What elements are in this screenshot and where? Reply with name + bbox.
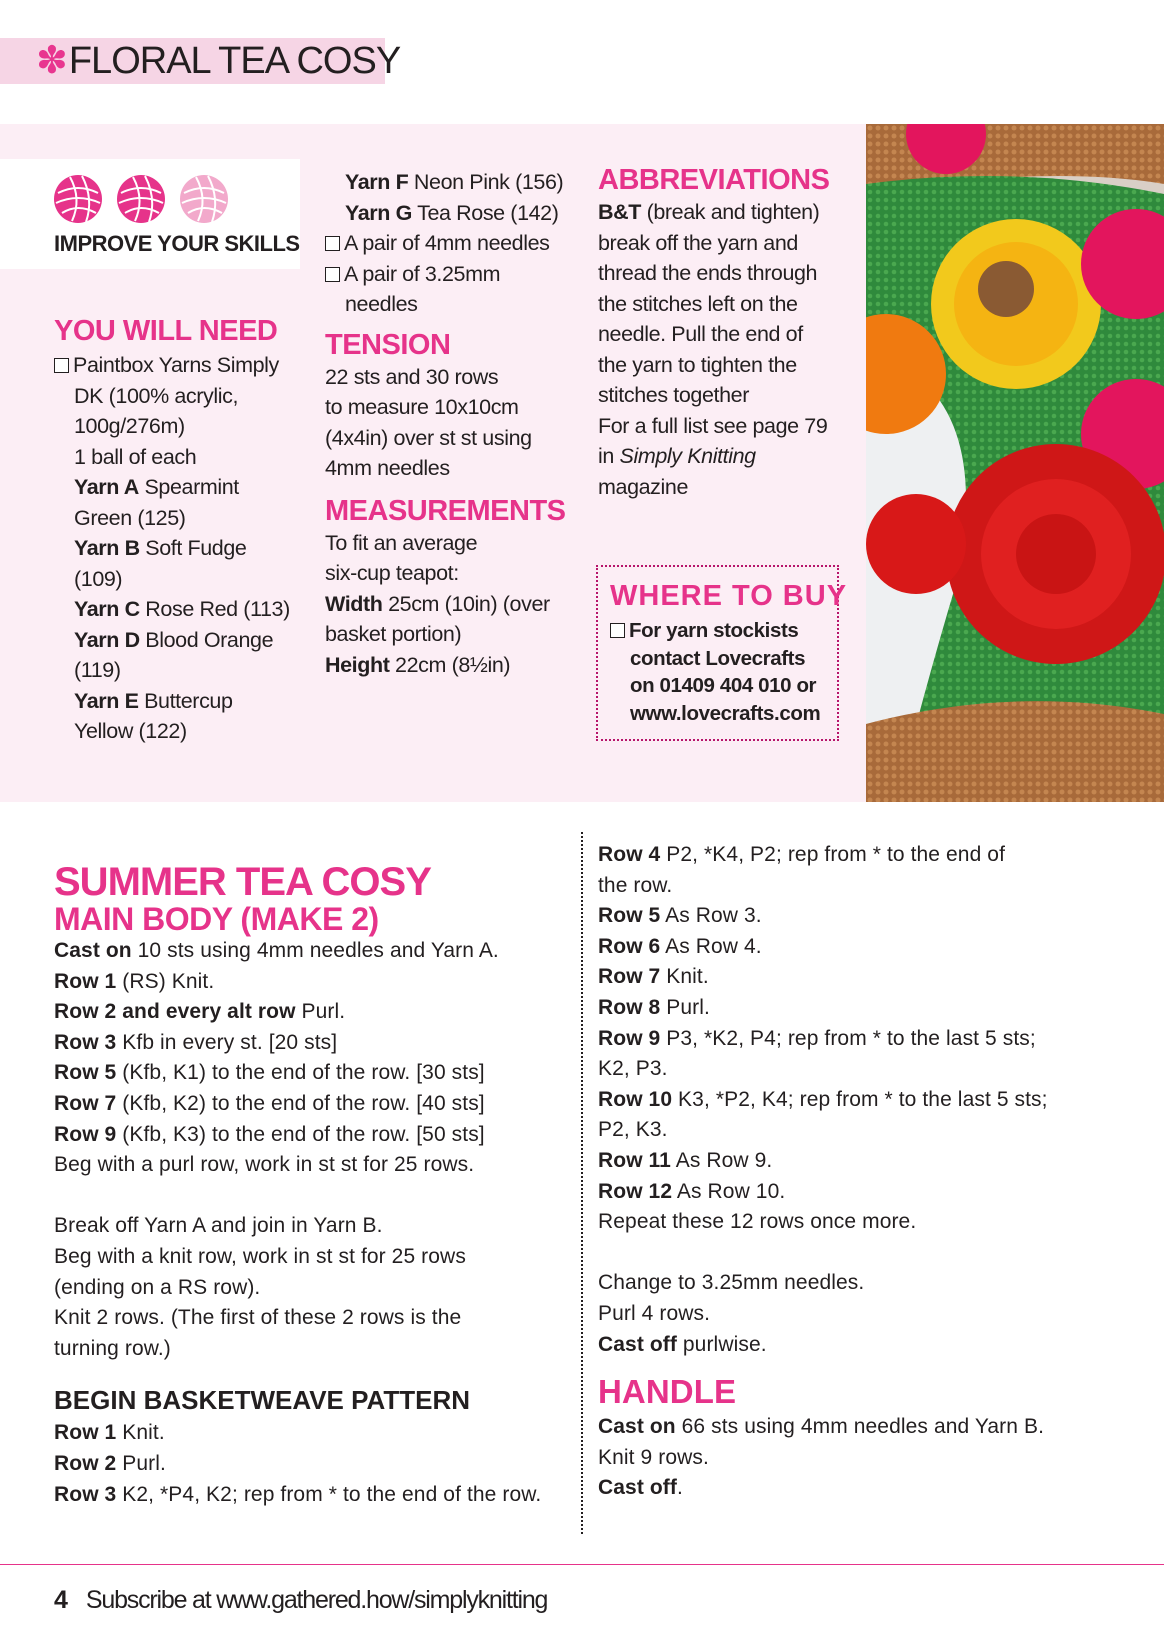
tension-text [325, 362, 566, 484]
material-line: Yarn C Rose Red (113) [74, 597, 290, 621]
instruction-line: Row 1 (RS) Knit. [54, 969, 215, 993]
instruction-line: K2, P3. [598, 1057, 668, 1081]
instruction-line: turning row.) [54, 1336, 171, 1360]
instruction-line: Knit 9 rows. [598, 1445, 709, 1469]
skills-label: IMPROVE YOUR SKILLS [54, 231, 300, 256]
you-will-need-section [54, 314, 290, 747]
tension-line: to measure 10x10cm [325, 395, 519, 419]
checkbox-icon [610, 623, 625, 638]
materials-continued [325, 167, 566, 680]
tension-line: 22 sts and 30 rows [325, 364, 499, 389]
material-line: A pair of 4mm needles [325, 228, 566, 259]
material-line: Yarn D Blood Orange [74, 627, 274, 652]
instruction-line: P2, K3. [598, 1118, 668, 1142]
instruction-line: Row 11 As Row 9. [598, 1148, 773, 1172]
main-body-heading: MAIN BODY (MAKE 2) [54, 901, 379, 937]
stockist-line: For yarn stockists [610, 617, 837, 645]
abbreviation-line: thread the ends through [598, 261, 818, 285]
instruction-line [54, 1181, 541, 1212]
instruction-line: Row 12 As Row 10. [598, 1179, 786, 1203]
instruction-line: Beg with a knit row, work in st st for 25 rows [54, 1244, 466, 1268]
material-line: (119) [74, 658, 121, 682]
column-divider [581, 832, 583, 1534]
flower-icon: ✽ [36, 40, 67, 82]
magazine-line: in Simply Knitting [598, 444, 756, 468]
instruction-line [598, 1238, 1048, 1269]
knitted-flowers-image [866, 124, 1164, 802]
material-line: 1 ball of each [74, 444, 197, 469]
measurement-line: six-cup teapot: [325, 561, 459, 585]
checkbox-icon [325, 236, 340, 251]
stockist-line: www.lovecrafts.com [630, 701, 821, 725]
instruction-line: Cast on 10 sts using 4mm needles and Yarn A. [54, 939, 499, 962]
yarn-ball-icon [178, 173, 230, 225]
magazine-line-end: magazine [598, 474, 689, 499]
tea-cosy-photo [866, 124, 1164, 802]
instruction-line: Row 7 (Kfb, K2) to the end of the row. [40 sts] [54, 1091, 485, 1115]
measurement-line: Height 22cm (8½in) [325, 652, 511, 677]
tension-line: (4x4in) over st st using [325, 425, 532, 450]
footer-rule [0, 1564, 1164, 1565]
abbreviation-line: stitches together [598, 383, 749, 407]
basketweave-heading: BEGIN BASKETWEAVE PATTERN [54, 1385, 471, 1416]
abbreviation-line: break off the yarn and [598, 230, 798, 255]
material-line: Yarn A Spearmint [74, 475, 239, 499]
instruction-line: Change to 3.25mm needles. [598, 1271, 865, 1295]
abbreviation-line: B&T (break and tighten) [598, 200, 820, 224]
where-to-buy-text [610, 617, 837, 727]
measurement-line: Width 25cm (10in) (over [325, 591, 550, 616]
material-line: DK (100% acrylic, [74, 383, 239, 408]
abbreviation-line: needle. Pull the end of [598, 322, 803, 346]
basketweave-continued [598, 840, 1048, 1360]
yarn-ball-icon [115, 173, 167, 225]
measurement-line: To fit an average [325, 530, 478, 555]
pattern-title: SUMMER TEA COSY [54, 860, 431, 904]
instruction-line: Row 6 As Row 4. [598, 934, 762, 958]
abbreviations-text [598, 197, 829, 441]
checkbox-icon [54, 358, 69, 373]
material-line: Green (125) [74, 505, 186, 530]
material-line: Yarn B Soft Fudge [74, 536, 247, 560]
instruction-line: Row 9 (Kfb, K3) to the end of the row. [50 sts] [54, 1122, 485, 1146]
pattern-left-column [54, 862, 541, 1510]
materials-list [54, 350, 290, 747]
tension-heading: TENSION [325, 328, 451, 361]
subscribe-text: Subscribe at www.gathered.how/simplyknitting [85, 1586, 548, 1614]
tension-line: 4mm needles [325, 456, 450, 480]
basketweave-instructions [54, 1418, 541, 1510]
materials-list-continued [325, 167, 566, 320]
material-line: Yellow (122) [74, 719, 187, 743]
where-to-buy-box [596, 565, 848, 741]
instruction-line: Row 8 Purl. [598, 995, 710, 1019]
yarn-ball-icon [52, 173, 104, 225]
material-line: 100g/276m) [74, 414, 185, 438]
measurements-heading: MEASUREMENTS [325, 494, 566, 527]
abbreviations-heading: ABBREVIATIONS [598, 164, 830, 196]
abbreviation-line: the stitches left on the [598, 291, 798, 316]
instruction-line: Cast off purlwise. [598, 1332, 767, 1356]
abbreviation-line: For a full list see page 79 [598, 413, 828, 438]
where-to-buy-heading: WHERE TO BUY [610, 580, 848, 612]
material-line: A pair of 3.25mm [325, 259, 566, 290]
footer [54, 1586, 547, 1615]
instruction-line: Repeat these 12 rows once more. [598, 1210, 917, 1234]
material-line: Yarn E Buttercup [74, 688, 233, 713]
instruction-line: Cast off. [598, 1476, 683, 1500]
instruction-line: Row 3 K2, *P4, K2; rep from * to the end of the row. [54, 1482, 542, 1506]
page-title: ✽FLORAL TEA COSY [36, 40, 401, 82]
material-line: (109) [74, 566, 123, 591]
handle-heading: HANDLE [598, 1373, 737, 1411]
instruction-line: Row 5 (Kfb, K1) to the end of the row. [30 sts] [54, 1061, 485, 1085]
abbreviation-line: the yarn to tighten the [598, 352, 797, 377]
instruction-line: Row 5 As Row 3. [598, 904, 762, 928]
main-body-instructions [54, 936, 541, 1364]
you-will-need-heading: YOU WILL NEED [54, 315, 278, 347]
measurement-line: basket portion) [325, 622, 462, 646]
instruction-line: Purl 4 rows. [598, 1301, 711, 1325]
instruction-line: (ending on a RS row). [54, 1275, 261, 1299]
page-number: 4 [54, 1586, 68, 1614]
material-line: Paintbox Yarns Simply [54, 350, 290, 381]
material-line: Yarn F Neon Pink (156) [345, 170, 564, 194]
material-line: Yarn G Tea Rose (142) [345, 200, 559, 225]
instruction-line: Beg with a purl row, work in st st for 25 rows. [54, 1153, 475, 1177]
abbreviations-section [598, 163, 829, 502]
instruction-line: Row 1 Knit. [54, 1421, 165, 1445]
instruction-line: Row 2 and every alt row Purl. [54, 1000, 346, 1024]
instruction-line: Row 9 P3, *K2, P4; rep from * to the last 5 sts; [598, 1026, 1036, 1050]
instruction-line: Row 7 Knit. [598, 965, 709, 989]
instruction-line: Knit 2 rows. (The first of these 2 rows is the [54, 1306, 462, 1330]
instruction-line: Break off Yarn A and join in Yarn B. [54, 1214, 383, 1238]
instruction-line: Row 2 Purl. [54, 1451, 166, 1475]
stockist-line: on 01409 404 010 or [630, 674, 817, 697]
instruction-line: Cast on 66 sts using 4mm needles and Yarn B. [598, 1415, 1045, 1439]
material-line: needles [345, 292, 418, 316]
instruction-line: Row 3 Kfb in every st. [20 sts] [54, 1030, 338, 1054]
pattern-right-column [598, 840, 1048, 1504]
handle-instructions [598, 1412, 1048, 1504]
instruction-line: Row 4 P2, *K4, P2; rep from * to the end of [598, 843, 1006, 866]
checkbox-icon [325, 267, 340, 282]
measurements-text [325, 528, 566, 681]
stockist-line: contact Lovecrafts [630, 646, 806, 670]
instruction-line: the row. [598, 873, 673, 897]
instruction-line: Row 10 K3, *P2, K4; rep from * to the last 5 sts; [598, 1087, 1048, 1111]
